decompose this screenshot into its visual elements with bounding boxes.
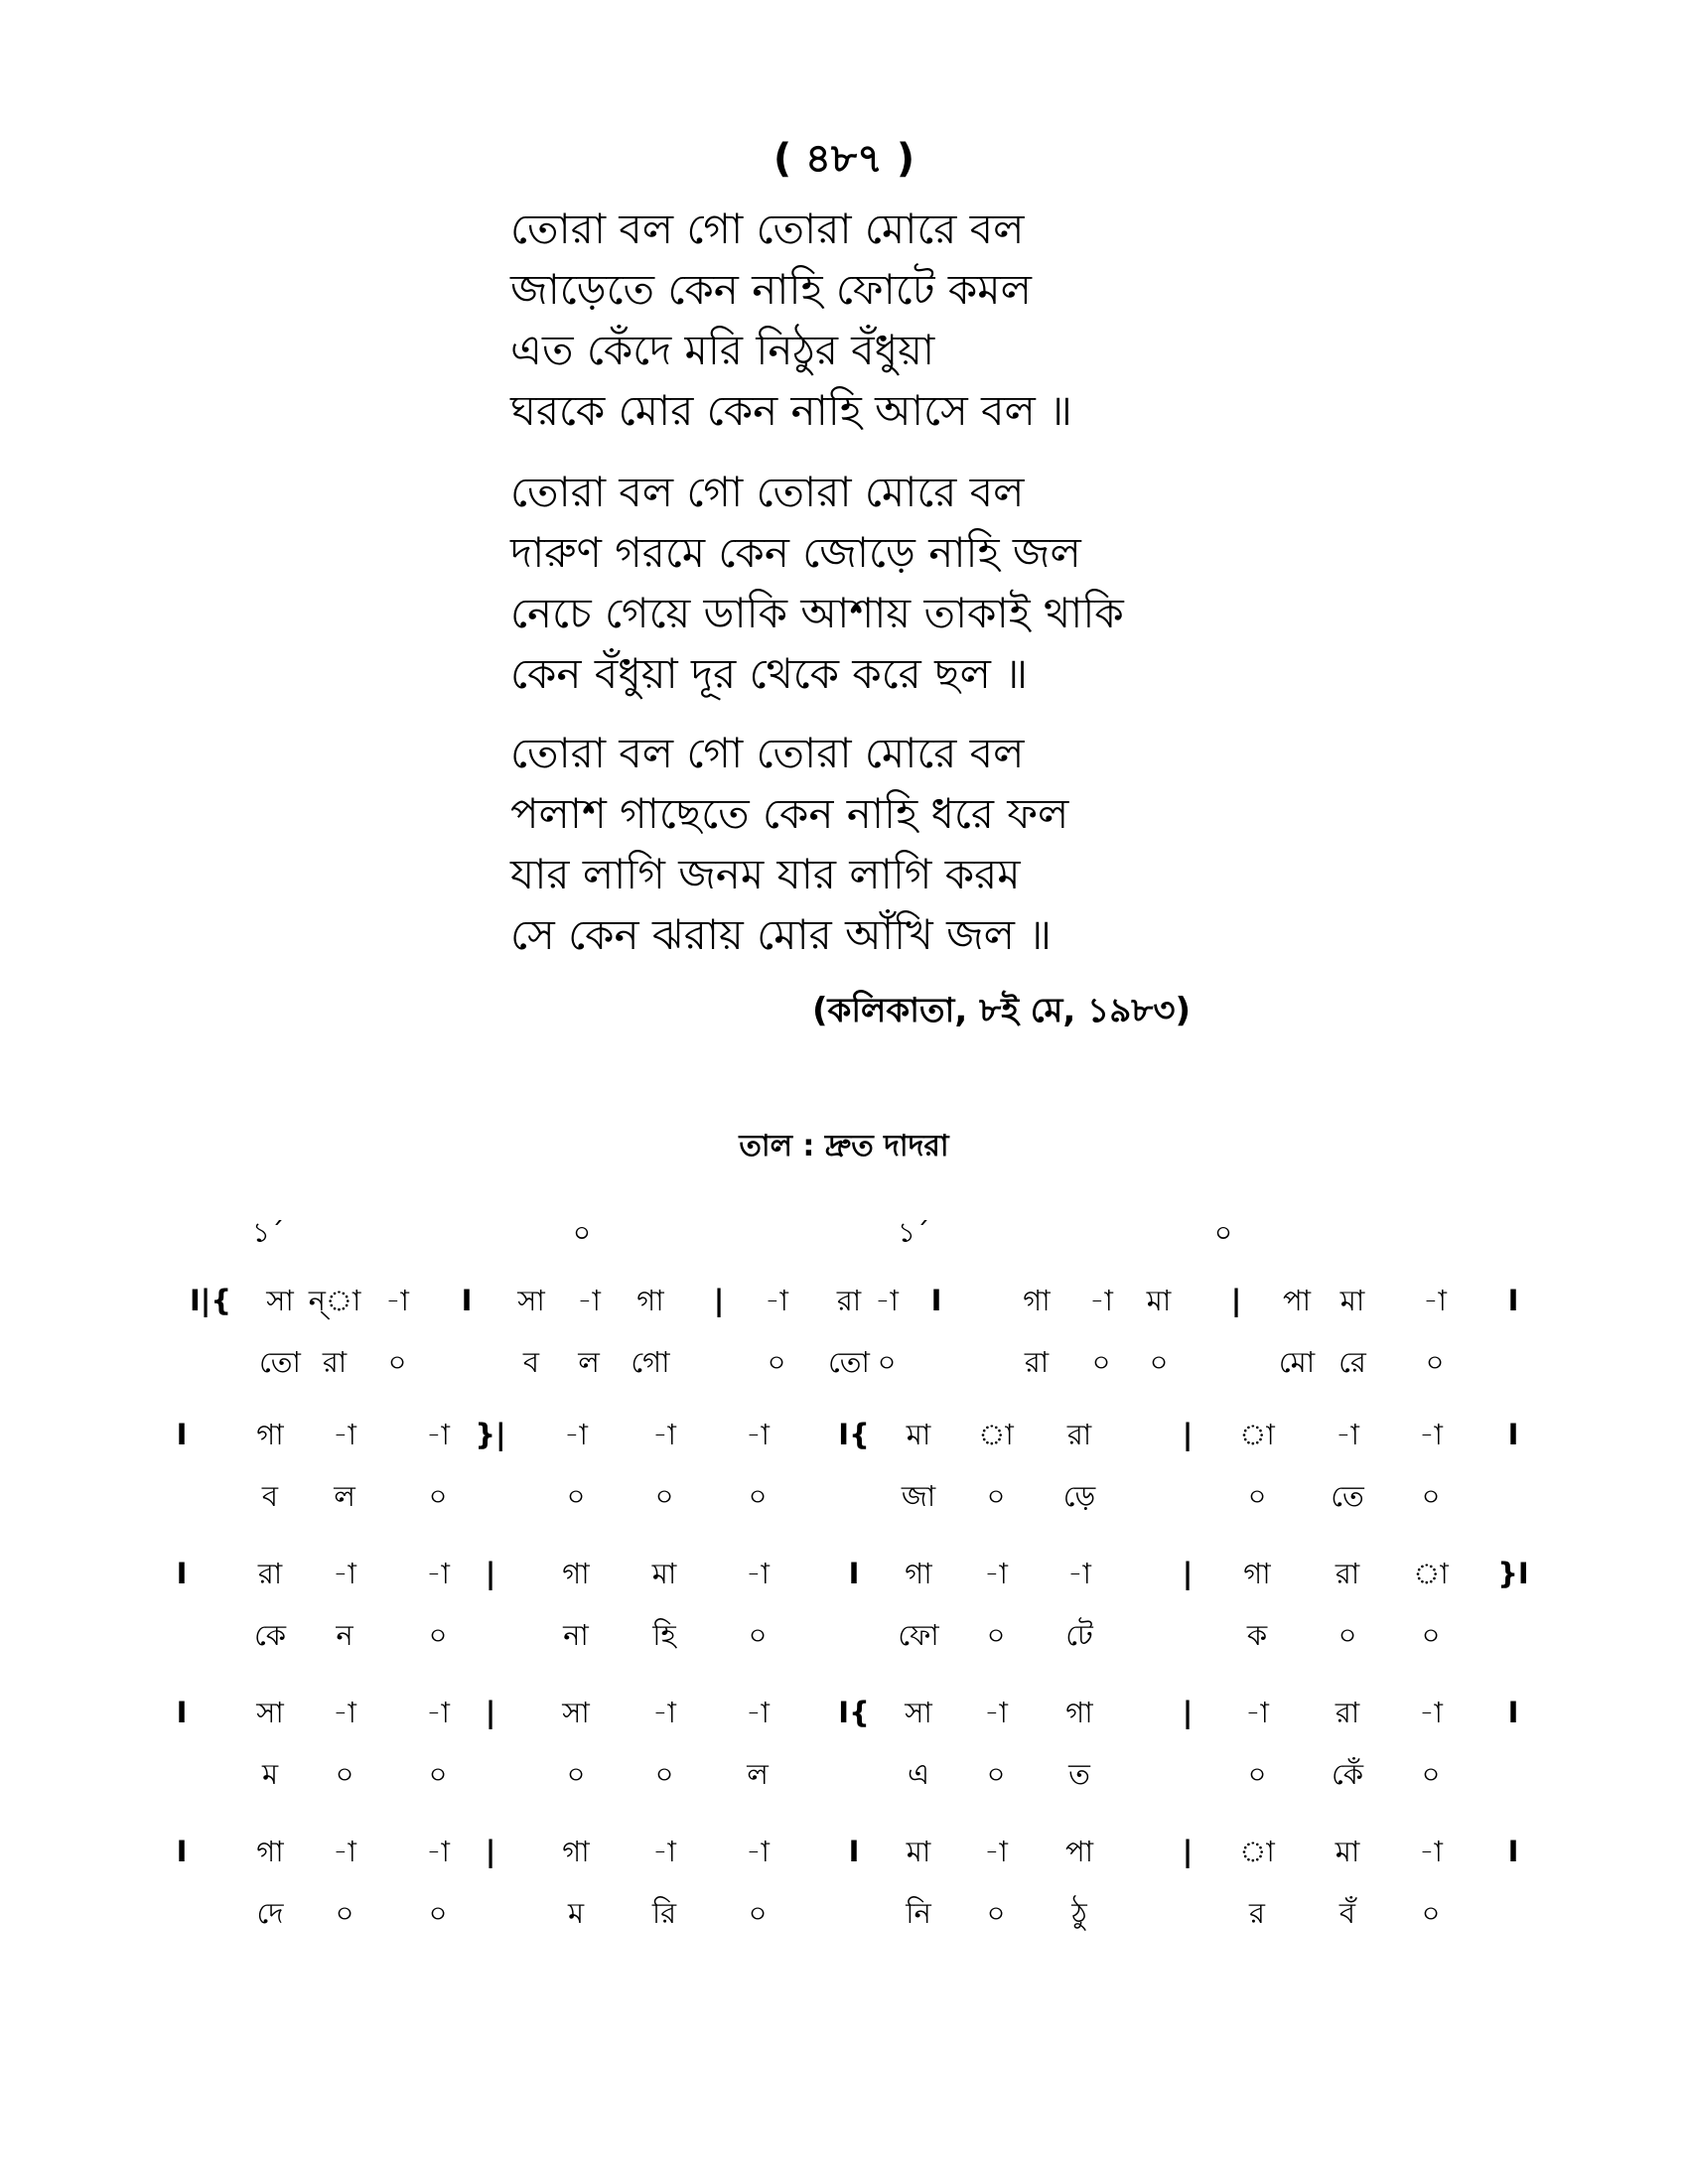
lyric-syllable: ড়ে (1062, 1479, 1096, 1513)
lyric-syllable: ০ (748, 1618, 768, 1652)
bar-line: | (485, 1835, 496, 1868)
lyric-syllable: কেঁ (1331, 1757, 1364, 1791)
swara-note: -া (984, 1557, 1008, 1590)
lyric-syllable: ০ (566, 1757, 586, 1791)
swara-note: -া (652, 1696, 676, 1729)
lyric-syllable: ০ (1247, 1479, 1267, 1513)
lyric-syllable: ০ (566, 1479, 586, 1513)
swara-note: -া (333, 1696, 356, 1729)
swara-note: রা (836, 1284, 862, 1317)
bar-line: }I (1497, 1557, 1529, 1590)
lyric-syllable: ০ (1337, 1618, 1357, 1652)
lyric-line: তোরা বল গো তোরা মোরে বল (510, 205, 1025, 253)
lyric-line: তোরা বল গো তোরা মোরে বল (510, 729, 1025, 777)
lyric-line: কেন বঁধুয়া দূর থেকে করে ছল ॥ (510, 649, 1028, 698)
lyric-syllable: ০ (986, 1896, 1006, 1930)
lyric-syllable: ০ (767, 1345, 786, 1379)
lyric-syllable-row (0, 1754, 1688, 1794)
lyric-syllable: ০ (877, 1345, 897, 1379)
lyric-syllable: তো (828, 1345, 870, 1379)
lyric-syllable: ০ (654, 1479, 674, 1513)
swara-note: রা (1066, 1418, 1092, 1451)
lyric-syllable: ০ (986, 1618, 1006, 1652)
bar-line: I (848, 1835, 860, 1868)
lyric-syllable-row (0, 1893, 1688, 1933)
swara-note: রা (1335, 1696, 1360, 1729)
swara-note: -া (1245, 1696, 1269, 1729)
lyric-syllable: রে (1338, 1345, 1366, 1379)
bar-line: | (1182, 1557, 1194, 1590)
lyric-syllable: গো (631, 1345, 670, 1379)
stanza-2 (510, 462, 1124, 704)
lyric-line: দারুণ গরমে কেন জোড়ে নাহি জল (510, 528, 1081, 577)
lyric-line: পলাশ গাছেতে কেন নাহি ধরে ফল (510, 789, 1069, 838)
lyric-syllable: দে (256, 1896, 284, 1930)
page-number: ( ৪৮৭ ) (773, 136, 915, 182)
lyric-syllable: র (1249, 1896, 1265, 1930)
swara-note: সা (905, 1696, 932, 1729)
beat-marker-row (0, 1211, 1688, 1251)
lyric-syllable: ০ (654, 1757, 674, 1791)
lyric-syllable: ০ (428, 1896, 448, 1930)
lyric-syllable: ০ (1425, 1345, 1445, 1379)
lyric-syllable: ঠু (1071, 1896, 1087, 1930)
lyric-syllable: ল (578, 1345, 600, 1379)
bar-line: | (1182, 1418, 1194, 1451)
bar-line: I|{ (189, 1284, 232, 1317)
bar-line: | (1230, 1284, 1242, 1317)
swara-note: সা (256, 1696, 284, 1729)
swara-note: গা (1065, 1696, 1093, 1729)
lyric-syllable: ০ (1421, 1757, 1441, 1791)
lyric-syllable: ০ (986, 1757, 1006, 1791)
swara-note: মা (906, 1835, 931, 1868)
swara-note: া (978, 1418, 1014, 1451)
bar-line: I (930, 1284, 942, 1317)
lyric-syllable: ক (1246, 1618, 1268, 1652)
swara-note: -া (652, 1418, 676, 1451)
lyric-syllable: ০ (428, 1757, 448, 1791)
swara-note: া (1413, 1557, 1449, 1590)
lyric-line: এত কেঁদে মরি নিঠুর বঁধুয়া (510, 326, 935, 374)
swara-note: -া (426, 1418, 450, 1451)
bar-line: I (848, 1557, 860, 1590)
swara-note: মা (1335, 1835, 1360, 1868)
lyric-syllable: কে (253, 1618, 287, 1652)
swara-note: -া (426, 1835, 450, 1868)
lyric-syllable: রি (651, 1896, 677, 1930)
lyric-syllable: ন (336, 1618, 353, 1652)
lyric-line: তোরা বল গো তোরা মোরে বল (510, 468, 1025, 516)
lyric-syllable: মো (1278, 1345, 1316, 1379)
lyric-syllable: ফো (898, 1618, 939, 1652)
swara-note: গা (562, 1835, 590, 1868)
bar-line: I (1507, 1418, 1519, 1451)
swara-note: -া (875, 1284, 899, 1317)
lyric-syllable: ম (261, 1757, 279, 1791)
tala-heading: তাল : দ্রুত দাদরা (739, 1129, 949, 1163)
bar-line: I (1507, 1835, 1519, 1868)
lyric-syllable: ০ (1091, 1345, 1111, 1379)
swara-row (0, 1281, 1688, 1320)
lyric-syllable: না (563, 1618, 589, 1652)
swara-note: -া (1419, 1835, 1443, 1868)
swara-note: সা (517, 1284, 545, 1317)
lyric-syllable: রা (322, 1345, 348, 1379)
lyric-syllable: ০ (986, 1479, 1006, 1513)
bar-line: | (1182, 1835, 1194, 1868)
lyric-syllable: ০ (387, 1345, 407, 1379)
lyric-syllable: ০ (335, 1757, 354, 1791)
lyric-syllable: ত (1068, 1757, 1090, 1791)
swara-note: -া (1089, 1284, 1113, 1317)
beat-marker: ১´ (251, 1216, 285, 1249)
bar-line: I{ (838, 1696, 870, 1729)
swara-note: গা (905, 1557, 932, 1590)
swara-note: -া (564, 1418, 588, 1451)
lyric-syllable: জা (901, 1479, 936, 1513)
stanza-1 (510, 199, 1072, 441)
swara-note: পা (1282, 1284, 1312, 1317)
swara-note: পা (1064, 1835, 1094, 1868)
lyric-line: যার লাগি জনম যার লাগি করম (510, 850, 1021, 898)
swara-note: গা (562, 1557, 590, 1590)
lyric-syllable: ০ (335, 1896, 354, 1930)
swara-row (0, 1693, 1688, 1732)
swara-note: -া (984, 1835, 1008, 1868)
lyric-syllable: ০ (748, 1896, 768, 1930)
swara-note: রা (1335, 1557, 1360, 1590)
swara-note: -া (746, 1557, 770, 1590)
swara-note: -া (426, 1696, 450, 1729)
lyric-syllable: ০ (428, 1618, 448, 1652)
swara-note: -া (577, 1284, 601, 1317)
lyric-syllable: ০ (748, 1479, 768, 1513)
lyric-syllable: রা (1024, 1345, 1050, 1379)
lyric-syllable: ব (261, 1479, 279, 1513)
swara-note: গা (1243, 1557, 1271, 1590)
lyric-syllable: ল (747, 1757, 769, 1791)
lyric-syllable: হি (652, 1618, 676, 1652)
bar-line: I (176, 1418, 188, 1451)
bar-line: I (176, 1557, 188, 1590)
swara-note: -া (765, 1284, 788, 1317)
lyric-syllable: তো (259, 1345, 301, 1379)
swara-note: -া (652, 1835, 676, 1868)
bar-line: I (176, 1696, 188, 1729)
bar-line: | (713, 1284, 725, 1317)
swara-note: মা (651, 1557, 677, 1590)
swara-row (0, 1415, 1688, 1454)
lyric-syllable: ০ (1247, 1757, 1267, 1791)
swara-note: গা (256, 1835, 284, 1868)
swara-note: রা (257, 1557, 283, 1590)
swara-note: -া (1423, 1284, 1447, 1317)
swara-note: -া (746, 1418, 770, 1451)
lyric-syllable: নি (906, 1896, 931, 1930)
bar-line: I (1507, 1284, 1519, 1317)
bar-line: I (461, 1284, 473, 1317)
swara-note: ন্‌া (308, 1284, 361, 1317)
lyric-syllable: ০ (1421, 1618, 1441, 1652)
swara-note: গা (636, 1284, 664, 1317)
stanza-3 (510, 723, 1068, 965)
lyric-syllable: ০ (1149, 1345, 1169, 1379)
swara-note: গা (1023, 1284, 1051, 1317)
beat-marker: ০ (572, 1216, 592, 1249)
lyric-syllable: টে (1065, 1618, 1093, 1652)
bar-line: I{ (838, 1418, 870, 1451)
lyric-line: সে কেন ঝরায় মোর আঁখি জল ॥ (510, 910, 1053, 959)
place-date: (কলিকাতা, ৮ই মে, ১৯৮৩) (812, 991, 1192, 1030)
bar-line: I (176, 1835, 188, 1868)
lyric-syllable: এ (907, 1757, 930, 1791)
swara-note: -া (333, 1418, 356, 1451)
lyric-line: নেচে গেয়ে ডাকি আশায় তাকাই থাকি (510, 589, 1124, 637)
bar-line: | (485, 1696, 496, 1729)
swara-note: -া (333, 1835, 356, 1868)
lyric-syllable: তে (1331, 1479, 1364, 1513)
bar-line: }| (475, 1418, 506, 1451)
swara-note: মা (906, 1418, 931, 1451)
swara-row (0, 1554, 1688, 1593)
lyric-line: জাড়েতে কেন নাহি ফোটে কমল (510, 265, 1032, 314)
swara-note: সা (562, 1696, 590, 1729)
bar-line: I (1507, 1696, 1519, 1729)
swara-note: া (1239, 1835, 1275, 1868)
lyric-syllable-row (0, 1476, 1688, 1516)
lyric-syllable: ০ (1421, 1896, 1441, 1930)
lyric-syllable: ব (522, 1345, 540, 1379)
swara-note: মা (1339, 1284, 1365, 1317)
lyric-syllable: বঁ (1338, 1896, 1356, 1930)
swara-note: -া (1419, 1418, 1443, 1451)
beat-marker: ১´ (897, 1216, 930, 1249)
lyric-syllable-row (0, 1615, 1688, 1655)
swara-row (0, 1832, 1688, 1871)
swara-note: -া (426, 1557, 450, 1590)
swara-note: া (1239, 1418, 1275, 1451)
swara-note: সা (266, 1284, 294, 1317)
bar-line: | (1182, 1696, 1194, 1729)
lyric-syllable-row (0, 1342, 1688, 1382)
swara-note: গা (256, 1418, 284, 1451)
swara-note: -া (1067, 1557, 1091, 1590)
lyric-line: ঘরকে মোর কেন নাহি আসে বল ॥ (510, 386, 1072, 435)
swara-note: -া (746, 1835, 770, 1868)
swara-note: -া (1419, 1696, 1443, 1729)
bar-line: | (485, 1557, 496, 1590)
swara-note: -া (1336, 1418, 1359, 1451)
swara-note: -া (385, 1284, 409, 1317)
lyric-syllable: ল (334, 1479, 355, 1513)
lyric-syllable: ০ (428, 1479, 448, 1513)
swara-note: -া (746, 1696, 770, 1729)
swara-note: -া (333, 1557, 356, 1590)
swara-note: -া (984, 1696, 1008, 1729)
lyric-syllable: ম (567, 1896, 585, 1930)
beat-marker: ০ (1213, 1216, 1233, 1249)
swara-note: মা (1146, 1284, 1172, 1317)
lyric-syllable: ০ (1421, 1479, 1441, 1513)
